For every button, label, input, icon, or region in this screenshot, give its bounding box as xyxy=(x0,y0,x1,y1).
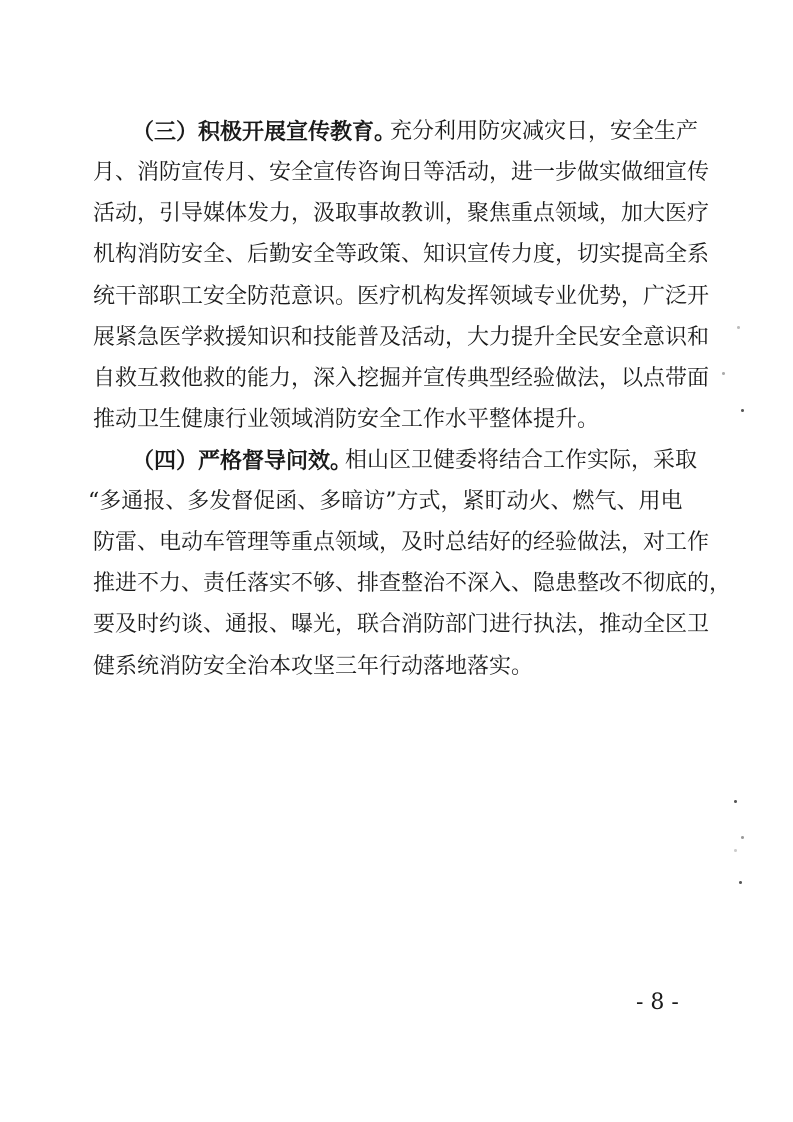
scan-speck xyxy=(734,849,737,852)
paragraph-text: 要及时约谈、通报、曝光，联合消防部门进行执法，推动全区卫 xyxy=(93,612,710,637)
paragraph-text: 相山区卫健委将结合工作实际，采取 xyxy=(345,448,698,473)
paragraph-text: 推进不力、责任落实不够、排查整治不深入、隐患整改不彻底的， xyxy=(93,571,732,596)
paragraph-text: 充分利用防灾减灾日，安全生产 xyxy=(390,119,699,144)
scan-speck xyxy=(722,372,725,375)
scan-speck xyxy=(734,800,737,803)
paragraph-text: 防雷、电动车管理等重点领域，及时总结好的经验做法，对工作 xyxy=(93,530,710,555)
page-number: - 8 - xyxy=(636,990,679,1015)
section-heading: （四）严格督导问效。 xyxy=(132,448,353,474)
paragraph-text: 活动，引导媒体发力，汲取事故教训，聚焦重点领域，加大医疗 xyxy=(93,201,710,226)
paragraph-text: 推动卫生健康行业领域消防安全工作水平整体提升。 xyxy=(93,407,600,432)
paragraph-text: 自救互救他救的能力，深入挖掘并宣传典型经验做法，以点带面 xyxy=(93,366,710,391)
scan-speck xyxy=(741,409,744,412)
paragraph-text: 健系统消防安全治本攻坚三年行动落地落实。 xyxy=(93,654,534,679)
section-heading: （三）积极开展宣传教育。 xyxy=(132,119,397,145)
paragraph-text: 展紧急医学救援知识和技能普及活动，大力提升全民安全意识和 xyxy=(93,325,710,350)
paragraph-text: 机构消防安全、后勤安全等政策、知识宣传力度，切实提高全系 xyxy=(93,242,710,267)
scan-speck xyxy=(739,881,742,884)
paragraph-text: 统干部职工安全防范意识。医疗机构发挥领域专业优势，广泛开 xyxy=(93,284,710,309)
paragraph-text: “多通报、多发督促函、多暗访”方式，紧盯动火、燃气、用电 xyxy=(88,489,683,514)
scan-speck xyxy=(737,326,740,329)
scan-speck xyxy=(741,836,744,839)
paragraph-text: 月、消防宣传月、安全宣传咨询日等活动，进一步做实做细宣传 xyxy=(93,160,710,185)
